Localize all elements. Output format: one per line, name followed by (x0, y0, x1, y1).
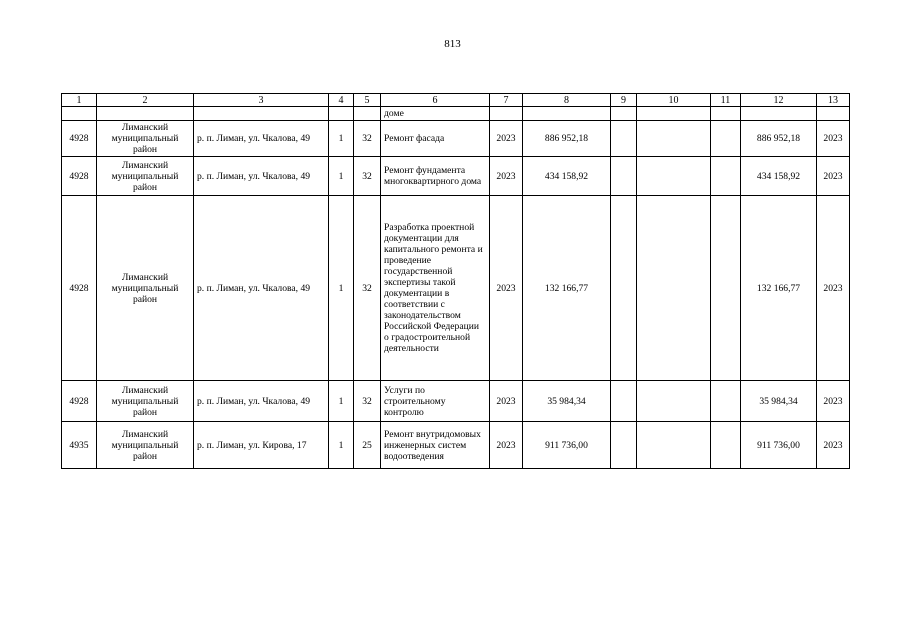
column-header: 3 (194, 94, 329, 107)
table-row (62, 381, 850, 422)
col11-cell (711, 157, 741, 196)
year-end-cell: 2023 (817, 422, 850, 469)
year-end-cell: 2023 (817, 381, 850, 422)
table-row (62, 422, 850, 469)
column-header: 4 (329, 94, 354, 107)
record-id-cell: 4928 (62, 196, 97, 381)
col11-cell (711, 422, 741, 469)
work-type-cell: доме (381, 107, 490, 121)
col9-cell (611, 121, 637, 157)
year-cell: 2023 (490, 422, 523, 469)
work-type-cell: Ремонт внутридомовых инженерных систем водоотведения (381, 422, 490, 469)
col9-cell (611, 381, 637, 422)
column-header: 2 (97, 94, 194, 107)
amount-cell: 911 736,00 (523, 422, 611, 469)
record-id-cell: 4928 (62, 121, 97, 157)
continuation-row (62, 107, 850, 121)
year-end-cell: 2023 (817, 157, 850, 196)
col4-cell: 1 (329, 121, 354, 157)
address-cell: р. п. Лиман, ул. Чкалова, 49 (194, 121, 329, 157)
year-end-cell: 2023 (817, 121, 850, 157)
repair-program-table (61, 93, 850, 469)
total-cell: 132 166,77 (741, 196, 817, 381)
col10-cell (637, 196, 711, 381)
work-type-cell: Услуги по строительному контролю (381, 381, 490, 422)
district-cell: Лиманский муниципальный район (97, 121, 194, 157)
district-cell: Лиманский муниципальный район (97, 422, 194, 469)
col10-cell (637, 121, 711, 157)
col5-cell: 32 (354, 381, 381, 422)
column-header: 12 (741, 94, 817, 107)
amount-cell: 886 952,18 (523, 121, 611, 157)
work-type-cell: Ремонт фасада (381, 121, 490, 157)
col5-cell: 32 (354, 121, 381, 157)
col11-cell (711, 121, 741, 157)
column-header: 7 (490, 94, 523, 107)
column-header: 10 (637, 94, 711, 107)
column-header: 9 (611, 94, 637, 107)
record-id-cell: 4935 (62, 422, 97, 469)
col11-cell (711, 381, 741, 422)
col9-cell (611, 157, 637, 196)
total-cell: 35 984,34 (741, 381, 817, 422)
year-end-cell: 2023 (817, 196, 850, 381)
col9-cell (611, 422, 637, 469)
address-cell: р. п. Лиман, ул. Чкалова, 49 (194, 196, 329, 381)
column-header: 13 (817, 94, 850, 107)
address-cell: р. п. Лиман, ул. Кирова, 17 (194, 422, 329, 469)
col5-cell: 25 (354, 422, 381, 469)
column-header: 6 (381, 94, 490, 107)
col11-cell (711, 196, 741, 381)
page-number: 813 (444, 38, 461, 50)
total-cell: 911 736,00 (741, 422, 817, 469)
amount-cell: 132 166,77 (523, 196, 611, 381)
col10-cell (637, 422, 711, 469)
column-header: 1 (62, 94, 97, 107)
amount-cell: 434 158,92 (523, 157, 611, 196)
record-id-cell: 4928 (62, 157, 97, 196)
record-id-cell: 4928 (62, 381, 97, 422)
table-row (62, 121, 850, 157)
work-type-cell: Ремонт фундамента многоквартирного дома (381, 157, 490, 196)
column-header: 5 (354, 94, 381, 107)
total-cell: 434 158,92 (741, 157, 817, 196)
district-cell: Лиманский муниципальный район (97, 157, 194, 196)
year-cell: 2023 (490, 157, 523, 196)
district-cell: Лиманский муниципальный район (97, 196, 194, 381)
year-cell: 2023 (490, 381, 523, 422)
col10-cell (637, 157, 711, 196)
col9-cell (611, 196, 637, 381)
district-cell: Лиманский муниципальный район (97, 381, 194, 422)
work-type-cell: Разработка проектной документации для капитального ремонта и проведение государственной экспертизы такой документации в соответствии с законодательством Российской Федерации о градостроительной деятельности (381, 196, 490, 381)
amount-cell: 35 984,34 (523, 381, 611, 422)
col4-cell: 1 (329, 381, 354, 422)
col4-cell: 1 (329, 422, 354, 469)
table-row (62, 196, 850, 381)
year-cell: 2023 (490, 196, 523, 381)
table-row (62, 157, 850, 196)
address-cell: р. п. Лиман, ул. Чкалова, 49 (194, 381, 329, 422)
column-header: 11 (711, 94, 741, 107)
year-cell: 2023 (490, 121, 523, 157)
column-number-header (62, 94, 850, 107)
total-cell: 886 952,18 (741, 121, 817, 157)
col10-cell (637, 381, 711, 422)
col4-cell: 1 (329, 196, 354, 381)
column-header: 8 (523, 94, 611, 107)
col5-cell: 32 (354, 157, 381, 196)
col4-cell: 1 (329, 157, 354, 196)
address-cell: р. п. Лиман, ул. Чкалова, 49 (194, 157, 329, 196)
col5-cell: 32 (354, 196, 381, 381)
